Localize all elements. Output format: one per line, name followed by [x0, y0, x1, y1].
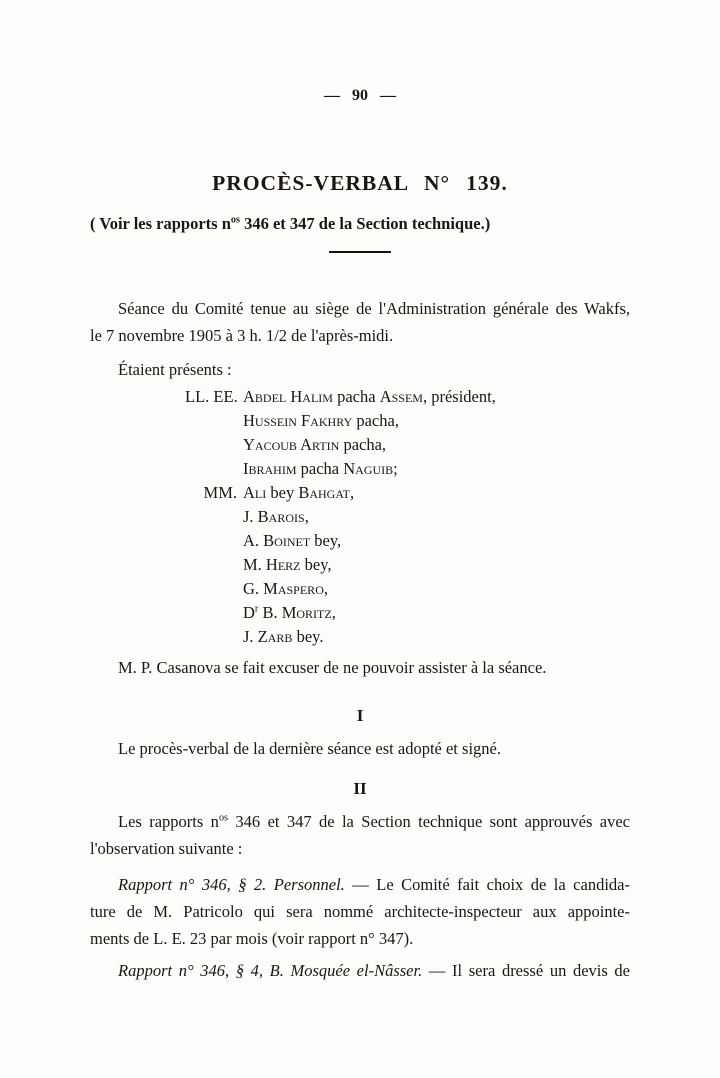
- text-segment: G.: [243, 579, 264, 599]
- text-line: [90, 210, 630, 237]
- text-segment: Moritz: [281, 603, 332, 623]
- text-segment: Ibrahim: [243, 459, 297, 479]
- text-segment: Herz: [265, 555, 301, 575]
- text-line: [90, 957, 630, 984]
- text-segment: ments de L. E. 23 par mois (voir rapport n° 347).: [90, 929, 414, 949]
- text-segment: Yacoub Artin: [243, 435, 340, 455]
- attendee-row: [185, 385, 630, 409]
- attendee-name: [243, 435, 386, 454]
- text-line: [90, 898, 630, 925]
- text-segment: Étaient présents :: [118, 360, 232, 380]
- text-segment: ;: [393, 459, 398, 479]
- text-segment: Abdel Halim: [243, 387, 333, 407]
- rapport-346-4-paragraph: [90, 957, 630, 984]
- text-segment: pacha: [332, 387, 380, 407]
- text-line: [90, 295, 630, 322]
- text-segment: Boinet: [263, 531, 311, 551]
- text-segment: Maspero: [263, 579, 324, 599]
- text-line: [90, 654, 630, 681]
- attendee-name: [243, 387, 496, 406]
- attendee-row: [185, 601, 630, 625]
- attendee-row: [185, 625, 630, 649]
- text-segment: A.: [243, 531, 264, 551]
- text-segment: Rapport n° 346, § 2. Personnel.: [118, 875, 345, 895]
- text-segment: J.: [243, 507, 258, 527]
- text-segment: — Le Comité fait choix de la candida-: [344, 875, 630, 895]
- attendee-row: [185, 577, 630, 601]
- attendee-name: [243, 555, 332, 574]
- attendee-name: [243, 603, 336, 622]
- attendee-row: [185, 481, 630, 505]
- attendee-name: [243, 579, 328, 598]
- text-segment: le 7 novembre 1905 à 3 h. 1/2 de l'après-midi.: [90, 326, 394, 346]
- text-line: [90, 925, 630, 952]
- text-segment: ,: [350, 483, 355, 503]
- text-segment: bey: [266, 483, 299, 503]
- text-line: [90, 356, 630, 383]
- text-segment: bey,: [310, 531, 342, 551]
- attendee-row: [185, 409, 630, 433]
- text-segment: J.: [243, 627, 258, 647]
- seance-paragraph: [90, 295, 630, 349]
- text-segment: , président,: [422, 387, 496, 407]
- text-segment: bey.: [292, 627, 324, 647]
- text-segment: Naguib: [343, 459, 394, 479]
- text-line: [90, 835, 630, 862]
- attendee-name: [243, 483, 354, 502]
- header-divider: [329, 251, 391, 253]
- text-segment: ,: [304, 507, 309, 527]
- attendee-name: [243, 411, 399, 430]
- document-subtitle: [90, 210, 630, 237]
- presents-label: [90, 356, 630, 383]
- attendee-row: [185, 553, 630, 577]
- text-segment: B.: [258, 603, 282, 623]
- text-segment: r: [254, 603, 259, 615]
- rapport-346-2-paragraph: [90, 871, 630, 952]
- text-segment: pacha: [296, 459, 344, 479]
- section-2-heading: II: [353, 779, 367, 799]
- text-segment: l'observation suivante :: [90, 839, 243, 859]
- text-line: [90, 808, 630, 835]
- text-segment: D: [243, 603, 255, 623]
- text-segment: os: [218, 812, 229, 824]
- text-segment: os: [230, 214, 240, 226]
- text-segment: 346 et 347 de la Section technique.): [239, 214, 491, 234]
- text-segment: M.: [243, 555, 266, 575]
- text-segment: Hussein Fakhry: [243, 411, 353, 431]
- text-segment: Le procès-verbal de la dernière séance est adopté et signé.: [118, 739, 501, 759]
- attendee-list: [185, 385, 630, 649]
- text-segment: ture de M. Patricolo qui sera nommé architecte-inspecteur aux appointe-: [90, 902, 630, 922]
- document-title: PROCÈS-VERBAL N° 139.: [212, 171, 508, 195]
- text-segment: ,: [323, 579, 328, 599]
- attendee-row: [185, 529, 630, 553]
- text-segment: 346 et 347 de la Section technique sont approuvés avec: [228, 812, 630, 832]
- text-segment: pacha,: [352, 411, 399, 431]
- attendee-row: [185, 433, 630, 457]
- text-segment: Zarb: [257, 627, 293, 647]
- text-segment: Bahgat: [298, 483, 350, 503]
- attendee-prefix: MM.: [203, 483, 237, 503]
- text-line: [90, 322, 630, 349]
- section-1-heading: I: [356, 706, 364, 726]
- text-segment: bey,: [300, 555, 332, 575]
- attendee-name: [243, 531, 341, 550]
- attendee-row: [185, 505, 630, 529]
- text-segment: Séance du Comité tenue au siège de l'Administration générale des Wakfs,: [118, 299, 630, 319]
- text-segment: M. P. Casanova se fait excuser de ne pouvoir assister à la séance.: [118, 658, 547, 678]
- text-segment: Barois: [257, 507, 305, 527]
- attendee-prefix: LL. EE.: [185, 387, 238, 407]
- section-1-paragraph: [90, 735, 630, 762]
- text-segment: Ali: [243, 483, 267, 503]
- text-line: [90, 871, 630, 898]
- attendee-name: [243, 459, 398, 478]
- casanova-paragraph: [90, 654, 630, 681]
- section-2-paragraph: [90, 808, 630, 862]
- text-segment: ( Voir les rapports n: [90, 214, 231, 234]
- attendee-row: [185, 457, 630, 481]
- text-segment: Les rapports n: [118, 812, 219, 832]
- attendee-name: [243, 627, 323, 646]
- text-segment: Rapport n° 346, § 4, B. Mosquée el-Nâsser.: [118, 961, 423, 981]
- text-segment: ,: [331, 603, 336, 623]
- text-segment: — Il sera dressé un devis de: [422, 961, 630, 981]
- text-segment: pacha,: [339, 435, 387, 455]
- page-number: — 90 —: [324, 87, 396, 104]
- text-segment: Assem: [379, 387, 423, 407]
- text-line: [90, 735, 630, 762]
- attendee-name: [243, 507, 309, 526]
